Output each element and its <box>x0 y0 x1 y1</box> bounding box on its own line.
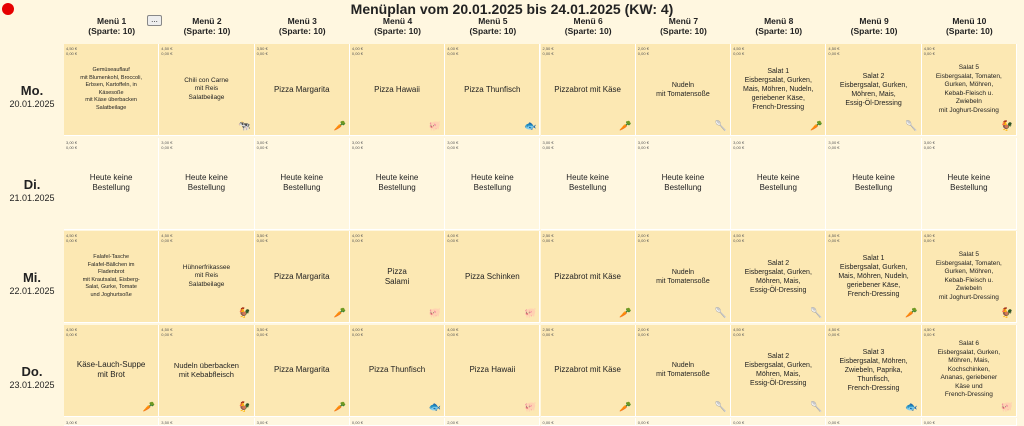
price-label: 4,50 € 0,00 € <box>733 233 745 243</box>
price-label: 0,00 € <box>733 420 745 425</box>
menu-item-text: Heute keine Bestellung <box>375 173 419 192</box>
menu-item-text: Heute keine Bestellung <box>89 173 133 192</box>
menu-item-text: Salat 1 Eisbergsalat, Gurken, Mais, Möhren, Nudeln, geriebener Käse, French-Dressing <box>743 68 814 111</box>
menu-cell[interactable] <box>922 44 1017 136</box>
day-label <box>0 84 64 110</box>
menu-cell[interactable] <box>350 231 445 323</box>
column-header <box>350 16 445 36</box>
menu-item-text: Pizza Margarita <box>273 84 330 94</box>
price-label: 4,50 € 0,00 € <box>733 326 745 337</box>
price-label: 4,50 € 0,00 € <box>828 46 840 56</box>
day-date: 23.01.2025 <box>9 379 55 390</box>
column-title: Menü 8 <box>764 16 794 26</box>
price-label: 3,00 € 0,00 € <box>923 139 935 150</box>
price-label: 3,00 € <box>256 420 268 425</box>
menu-cell[interactable] <box>826 325 921 417</box>
menu-cell[interactable] <box>255 231 350 323</box>
menu-cell[interactable] <box>731 325 826 417</box>
menu-item-text: Pizza Margarita <box>273 271 330 281</box>
fish-icon: 🐟 <box>524 121 537 132</box>
day-label <box>0 271 64 297</box>
page-title: Menüplan vom 20.01.2025 bis 24.01.2025 (KW: 4) <box>350 1 674 17</box>
menu-cell[interactable] <box>64 325 159 417</box>
menu-cell[interactable] <box>922 231 1017 323</box>
price-label: 4,00 € 0,00 € <box>351 233 364 243</box>
menu-item-text: Käse-Lauch-Suppe mit Brot <box>76 360 146 379</box>
day-label <box>0 178 64 204</box>
menu-item-text: Heute keine Bestellung <box>185 173 228 192</box>
column-header <box>159 16 254 36</box>
price-label: 0,00 € <box>351 420 364 425</box>
carrot-icon: 🥕 <box>333 308 346 319</box>
menu-item-text: Heute keine Bestellung <box>852 173 895 192</box>
price-label: 4,50 € 0,00 € <box>828 326 840 337</box>
menu-cell[interactable] <box>445 325 540 417</box>
price-label: 3,50 € 0,00 € <box>256 326 268 337</box>
column-subtitle: (Sparte: 10) <box>88 26 136 36</box>
cow-icon: 🐄 <box>238 121 251 132</box>
price-label: 2,50 € 0,00 € <box>542 326 554 337</box>
menu-cell[interactable] <box>159 231 254 323</box>
next-row-cell[interactable] <box>636 418 731 426</box>
day-date: 20.01.2025 <box>9 99 55 109</box>
menu-cell[interactable] <box>922 325 1017 417</box>
price-label: 3,50 € <box>161 420 173 425</box>
menu-cell[interactable] <box>64 231 159 323</box>
column-title: Menü 5 <box>478 16 508 26</box>
price-label: 3,00 € 0,00 € <box>542 139 554 150</box>
menu-cell[interactable] <box>731 231 826 323</box>
column-subtitle: (Sparte: 10) <box>755 26 803 36</box>
price-label: 3,50 € 0,00 € <box>256 233 268 243</box>
price-label: 3,50 € 0,00 € <box>256 46 268 56</box>
chicken-icon: 🐓 <box>238 308 251 319</box>
menu-item-text: Pizzabrot mit Käse <box>554 365 621 374</box>
menu-cell[interactable] <box>541 138 636 230</box>
column-header <box>826 16 921 36</box>
column-header <box>731 16 826 36</box>
spoon-icon: 🥄 <box>905 121 918 132</box>
menu-cell[interactable] <box>922 138 1017 230</box>
chicken-icon: 🐓 <box>1000 308 1013 319</box>
menu-item-text: Falafel-Tasche Falafel-Bällchen im Fladenbrot mit Krautsalat, Eisberg- Salat, Gurke, Tomate und Joghurtsoße <box>82 254 140 298</box>
carrot-icon: 🥕 <box>619 308 632 319</box>
next-row-cell[interactable] <box>64 418 159 426</box>
column-title: Menü 6 <box>573 16 603 26</box>
menu-item-text: Pizza Schinken <box>464 271 520 281</box>
column-header <box>922 16 1017 36</box>
column-header <box>255 16 350 36</box>
menu-item-text: Salat 2 Eisbergsalat, Gurken, Möhren, Mais, Essig-Öl-Dressing <box>839 72 908 107</box>
price-label: 4,50 € 0,00 € <box>66 233 78 243</box>
menu-cell[interactable] <box>64 44 159 136</box>
spoon-icon: 🥄 <box>714 121 728 132</box>
menu-item-text: Salat 5 Eisbergsalat, Tomaten, Gurken, Möhren, Kebab-Fleisch u. Zwiebeln mit Joghurt-Dressing <box>935 64 1002 114</box>
carrot-icon: 🥕 <box>333 401 346 413</box>
menu-item-text: Nudeln mit Tomatensoße <box>656 81 710 98</box>
menu-cell[interactable] <box>350 44 445 136</box>
price-label: 0,00 € <box>828 420 840 425</box>
column-subtitle: (Sparte: 10) <box>850 26 898 36</box>
menu-cell[interactable] <box>350 138 445 230</box>
fish-icon: 🐟 <box>428 401 442 413</box>
price-label: 4,50 € 0,00 € <box>66 326 78 337</box>
price-label: 3,00 € 0,00 € <box>161 139 173 150</box>
day-name: Di. <box>23 176 41 192</box>
price-label: 2,00 € <box>447 420 459 425</box>
price-label: 4,00 € 0,00 € <box>447 233 459 243</box>
column-header <box>636 16 731 36</box>
menu-item-text: Nudeln überbacken mit Kebabfleisch <box>173 360 239 379</box>
menu-cell[interactable] <box>255 44 350 136</box>
column-title: Menü 10 <box>952 16 987 26</box>
day-name: Mi. <box>22 270 42 285</box>
next-row-cell[interactable] <box>731 418 826 426</box>
column-title: Menü 1 <box>97 16 127 26</box>
menu-cell[interactable] <box>636 44 731 136</box>
next-row-cell[interactable] <box>350 418 445 426</box>
price-label: 4,50 € 0,00 € <box>161 46 173 56</box>
price-label: 3,00 € 0,00 € <box>351 139 364 150</box>
column-subtitle: (Sparte: 10) <box>374 26 421 36</box>
carrot-icon: 🥕 <box>333 121 346 132</box>
menu-item-text: Salat 2 Eisbergsalat, Gurken, Möhren, Mais, Essig-Öl-Dressing <box>744 259 812 294</box>
menu-item-text: Pizza Hawaii <box>374 84 420 94</box>
price-label: 0,00 € <box>923 420 935 425</box>
price-label: 4,00 € 0,00 € <box>351 326 364 337</box>
carrot-icon: 🥕 <box>905 308 918 319</box>
menu-cell[interactable] <box>159 138 254 230</box>
more-options-button[interactable]: ... <box>147 15 162 26</box>
column-subtitle: (Sparte: 10) <box>945 26 993 36</box>
menu-cell[interactable] <box>255 325 350 417</box>
menu-item-text: Salat 2 Eisbergsalat, Gurken, Möhren, Mais, Essig-Öl-Dressing <box>744 353 812 387</box>
menu-cell[interactable] <box>159 44 254 136</box>
menu-item-text: Nudeln mit Tomatensoße <box>656 362 710 378</box>
menu-cell[interactable] <box>445 138 540 230</box>
price-label: 4,50 € 0,00 € <box>923 46 935 56</box>
day-date: 22.01.2025 <box>9 286 55 296</box>
price-label: 3,00 € 0,00 € <box>66 139 78 150</box>
fish-icon: 🐟 <box>905 401 918 413</box>
spoon-icon: 🥄 <box>714 401 728 413</box>
price-label: 3,00 € 0,00 € <box>637 139 649 150</box>
price-label: 3,00 € 0,00 € <box>828 139 840 150</box>
carrot-icon: 🥕 <box>142 401 156 413</box>
menu-cell[interactable] <box>445 44 540 136</box>
pig-icon: 🐖 <box>524 401 537 413</box>
spoon-icon: 🥄 <box>809 308 823 319</box>
price-label: 3,00 € 0,00 € <box>256 139 268 150</box>
menu-cell[interactable] <box>636 231 731 323</box>
price-label: 4,50 € 0,00 € <box>923 233 935 243</box>
menu-item-text: Pizza Salami <box>384 266 410 286</box>
column-subtitle: (Sparte: 10) <box>469 26 517 36</box>
menu-cell[interactable] <box>255 138 350 230</box>
price-label: 4,50 € 0,00 € <box>161 233 173 243</box>
menu-item-text: Heute keine Bestellung <box>566 173 609 192</box>
menu-item-text: Pizza Hawaii <box>469 365 516 374</box>
day-name: Mo. <box>20 83 44 98</box>
menu-item-text: Pizza Thunfisch <box>368 365 426 374</box>
column-subtitle: (Sparte: 10) <box>278 26 326 36</box>
next-row-cell[interactable] <box>159 418 254 426</box>
price-label: 4,00 € 0,00 € <box>447 326 459 337</box>
price-label: 3,00 € 0,00 € <box>733 139 745 150</box>
menu-cell[interactable] <box>445 231 540 323</box>
next-row-cell[interactable] <box>541 418 636 426</box>
menu-cell[interactable] <box>636 138 731 230</box>
pig-icon: 🐖 <box>1000 401 1013 413</box>
pig-icon: 🐖 <box>428 121 442 132</box>
menu-item-text: Heute keine Bestellung <box>756 173 800 192</box>
menu-item-text: Gemüseauflauf mit Blumenkohl, Broccoli, Erbsen, Kartoffeln, in Käsesoße mit Käse überbacken Salatbeilage <box>80 67 143 111</box>
price-label: 4,50 € 0,00 € <box>161 326 173 337</box>
menu-item-text: Heute keine Bestellung <box>470 173 514 192</box>
menu-item-text: Pizza Thunfisch <box>464 84 521 94</box>
menu-item-text: Chili con Carne mit Reis Salatbeilage <box>184 76 229 101</box>
spoon-icon: 🥄 <box>714 308 728 319</box>
menu-item-text: Pizza Margarita <box>273 365 330 374</box>
menu-item-text: Salat 3 Eisbergsalat, Möhren, Zwiebeln, Paprika, Thunfisch, French-Dressing <box>839 348 908 392</box>
next-row-cell[interactable] <box>255 418 350 426</box>
column-title: Menü 7 <box>668 16 699 26</box>
column-title: Menü 2 <box>192 16 222 26</box>
column-header <box>64 16 159 36</box>
carrot-icon: 🥕 <box>619 401 632 413</box>
day-label <box>0 365 64 391</box>
menu-cell[interactable] <box>826 138 921 230</box>
menu-cell[interactable] <box>541 44 636 136</box>
menu-item-text: Salat 1 Eisbergsalat, Gurken, Mais, Möhren, Nudeln, geriebener Käse, French-Dressing <box>838 255 909 298</box>
price-label: 0,00 € <box>637 420 649 425</box>
next-row-cell[interactable] <box>826 418 921 426</box>
pig-icon: 🐖 <box>428 308 442 319</box>
price-label: 4,50 € 0,00 € <box>828 233 840 243</box>
menu-cell[interactable] <box>64 138 159 230</box>
chicken-icon: 🐓 <box>238 401 251 413</box>
day-date: 21.01.2025 <box>9 192 55 203</box>
menu-cell[interactable] <box>541 325 636 417</box>
price-label: 2,00 € 0,00 € <box>637 46 649 56</box>
day-name: Do. <box>21 363 43 379</box>
next-row-cell[interactable] <box>445 418 540 426</box>
menu-item-text: Heute keine Bestellung <box>947 173 991 192</box>
column-header <box>541 16 636 36</box>
price-label: 0,00 € <box>542 420 554 425</box>
carrot-icon: 🥕 <box>809 121 823 132</box>
menu-cell[interactable] <box>541 231 636 323</box>
pig-icon: 🐖 <box>524 308 537 319</box>
menu-cell[interactable] <box>731 44 826 136</box>
price-label: 2,00 € 0,00 € <box>637 233 649 243</box>
price-label: 4,00 € 0,00 € <box>447 46 459 56</box>
menu-item-text: Salat 5 Eisbergsalat, Tomaten, Gurken, Möhren, Kebab-Fleisch u. Zwiebeln mit Joghurt-Dressing <box>935 251 1002 301</box>
price-label: 3,00 € 0,00 € <box>447 139 459 150</box>
column-title: Menü 3 <box>287 16 317 26</box>
menu-cell[interactable] <box>826 44 921 136</box>
price-label: 3,00 € <box>66 420 78 425</box>
price-label: 4,50 € 0,00 € <box>66 46 78 56</box>
menu-cell[interactable] <box>731 138 826 230</box>
menu-item-text: Nudeln mit Tomatensoße <box>656 268 710 285</box>
menu-item-text: Pizzabrot mit Käse <box>554 84 621 94</box>
price-label: 4,50 € 0,00 € <box>733 46 745 56</box>
price-label: 2,00 € 0,00 € <box>637 326 649 337</box>
carrot-icon: 🥕 <box>619 121 632 132</box>
spoon-icon: 🥄 <box>809 401 823 413</box>
column-title: Menü 9 <box>859 16 889 26</box>
price-label: 4,50 € 0,00 € <box>923 326 935 337</box>
next-row-cell[interactable] <box>922 418 1017 426</box>
column-subtitle: (Sparte: 10) <box>660 26 707 36</box>
price-label: 2,50 € 0,00 € <box>542 233 554 243</box>
menu-cell[interactable] <box>159 325 254 417</box>
menu-item-text: Heute keine Bestellung <box>280 173 324 192</box>
price-label: 2,50 € 0,00 € <box>542 46 554 56</box>
column-subtitle: (Sparte: 10) <box>564 26 612 36</box>
menu-cell[interactable] <box>350 325 445 417</box>
menu-cell[interactable] <box>826 231 921 323</box>
menu-item-text: Heute keine Bestellung <box>661 173 705 192</box>
menu-item-text: Pizzabrot mit Käse <box>554 271 621 281</box>
chicken-icon: 🐓 <box>1000 121 1013 132</box>
menu-item-text: Hühnerfrikassee mit Reis Salatbeilage <box>182 263 231 288</box>
column-subtitle: (Sparte: 10) <box>183 26 231 36</box>
menu-item-text: Salat 6 Eisbergsalat, Gurken, Möhren, Mais, Kochschinken, Ananas, geriebener Käse und French-Dressing <box>937 340 1001 399</box>
price-label: 4,00 € 0,00 € <box>351 46 364 56</box>
column-title: Menü 4 <box>382 16 413 26</box>
menu-cell[interactable] <box>636 325 731 417</box>
column-header <box>445 16 540 36</box>
